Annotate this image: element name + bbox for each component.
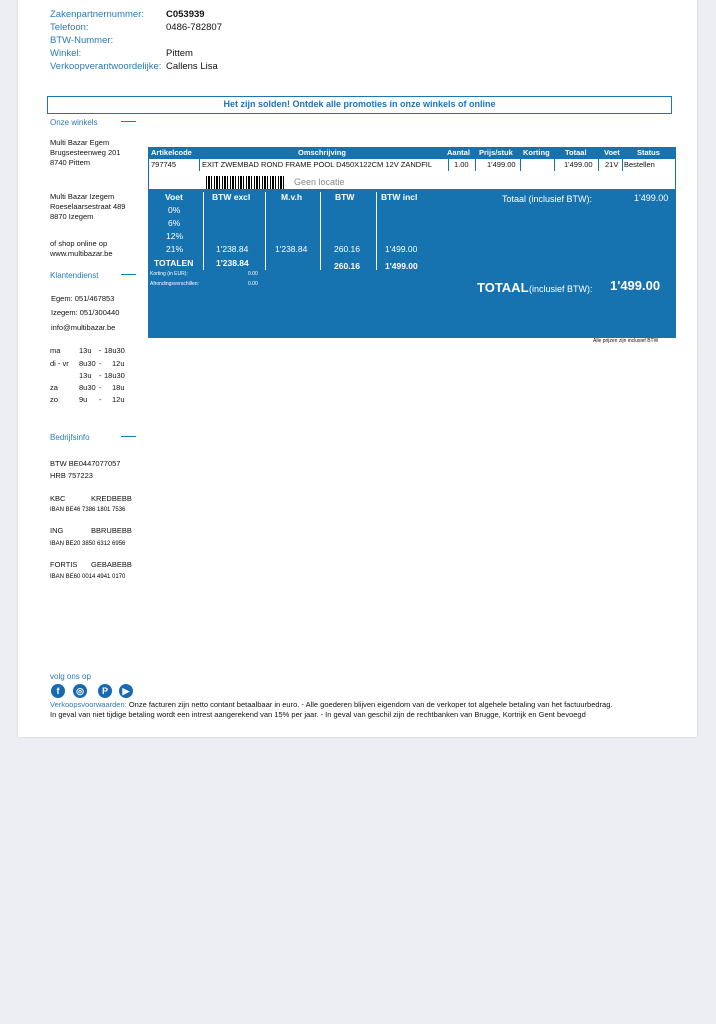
value-sales-rep: Callens Lisa bbox=[166, 61, 218, 72]
divider bbox=[554, 159, 555, 171]
terms bbox=[50, 700, 690, 720]
cell-quantity: 1.00 bbox=[454, 160, 469, 169]
bank-iban: IBAN BE46 7386 1801 7536 bbox=[50, 507, 126, 513]
totals-vat: 260.16 bbox=[334, 261, 360, 271]
company-vat: BTW BE0447077057 bbox=[50, 459, 121, 468]
hours-to: 18u30 bbox=[104, 346, 125, 355]
hours-from: 13u bbox=[79, 371, 92, 380]
shop-online-url[interactable]: www.multibazar.be bbox=[50, 249, 113, 258]
rate-21: 21% bbox=[166, 244, 184, 254]
col-discount: Korting bbox=[523, 148, 550, 157]
totals-excl: 1'238.84 bbox=[216, 258, 249, 268]
terms-line2: In geval van niet tijdige betaling wordt een intrest aangerekend van 15% per jaar. - In geval van geschil zijn de rechtbanken van Brugge, Kortrijk en Gent bevoegd bbox=[50, 710, 586, 719]
col-description: Omschrijving bbox=[298, 148, 346, 157]
pinterest-icon[interactable]: P bbox=[98, 684, 112, 698]
divider bbox=[520, 159, 521, 171]
hours-day: zo bbox=[50, 395, 58, 404]
row21-incl: 1'499.00 bbox=[385, 244, 418, 254]
rounding-label: Afrondingsverschillen: bbox=[150, 281, 199, 287]
row21-mvh: 1'238.84 bbox=[275, 244, 308, 254]
hours-to: 12u bbox=[112, 359, 125, 368]
service-egem: Egem: 051/467853 bbox=[51, 294, 115, 303]
cell-code: 797745 bbox=[151, 160, 177, 169]
col-quantity: Aantal bbox=[447, 148, 470, 157]
cell-description: EXIT ZWEMBAD ROND FRAME POOL D450X122CM 12V ZANDFIL bbox=[202, 160, 433, 169]
youtube-icon[interactable]: ▶ bbox=[119, 684, 133, 698]
divider bbox=[475, 159, 476, 171]
col-status: Status bbox=[637, 148, 660, 157]
barcode-image bbox=[206, 176, 284, 189]
grand-total-label: TOTAAL bbox=[477, 280, 529, 295]
facebook-icon[interactable]: f bbox=[51, 684, 65, 698]
hours-sep: - bbox=[99, 359, 102, 368]
divider bbox=[598, 159, 599, 171]
service-email[interactable]: info@multibazar.be bbox=[51, 323, 116, 332]
divider bbox=[121, 121, 136, 122]
hours-day: ma bbox=[50, 346, 61, 355]
follow-us: volg ons op bbox=[50, 672, 91, 681]
store-izegem bbox=[50, 192, 125, 222]
value-partner-number: C053939 bbox=[166, 9, 205, 20]
divider bbox=[265, 192, 266, 270]
label-partner-number: Zakenpartnernummer: bbox=[50, 9, 144, 20]
discount-label: Korting (in EUR): bbox=[150, 271, 188, 277]
store-street: Brugsesteenweg 201 bbox=[50, 148, 121, 157]
bank-name: ING bbox=[50, 526, 64, 535]
store-egem bbox=[50, 138, 120, 168]
bank-iban: IBAN BE20 3850 6312 6956 bbox=[50, 541, 126, 547]
invoice-sheet bbox=[18, 0, 697, 737]
discount-value: 0.00 bbox=[248, 271, 258, 277]
summary-header-rate: Voet bbox=[165, 192, 183, 202]
totals-label: TOTALEN bbox=[154, 258, 194, 268]
rate-12: 12% bbox=[166, 231, 184, 241]
hours-to: 18u bbox=[112, 383, 125, 392]
summary-header-mvh: M.v.h bbox=[281, 192, 303, 202]
divider bbox=[376, 192, 377, 270]
col-total: Totaal bbox=[565, 148, 587, 157]
divider bbox=[199, 159, 200, 171]
label-store: Winkel: bbox=[50, 48, 82, 59]
bank-bic: BBRUBEBB bbox=[91, 526, 132, 535]
row21-excl: 1'238.84 bbox=[216, 244, 249, 254]
company-title: Bedrijfsinfo bbox=[50, 433, 90, 442]
summary-header-excl: BTW excl bbox=[212, 192, 251, 202]
bank-bic: GEBABEBB bbox=[91, 560, 132, 569]
stores-title: Onze winkels bbox=[50, 118, 98, 127]
hours-day: di - vr bbox=[50, 359, 69, 368]
cell-unit-price: 1'499.00 bbox=[487, 160, 516, 169]
summary-header-incl: BTW incl bbox=[381, 192, 418, 202]
total-incl-value: 1'499.00 bbox=[634, 193, 669, 203]
store-name: Multi Bazar Egem bbox=[50, 138, 110, 147]
hours-from: 8u30 bbox=[79, 383, 96, 392]
divider bbox=[448, 159, 449, 171]
row21-vat: 260.16 bbox=[334, 244, 360, 254]
table-row[interactable] bbox=[148, 158, 676, 190]
service-izegem: Izegem: 051/300440 bbox=[51, 308, 120, 317]
divider bbox=[121, 274, 136, 275]
grand-total-value: 1'499.00 bbox=[610, 278, 661, 293]
hours-from: 9u bbox=[79, 395, 88, 404]
hours-sep: - bbox=[99, 346, 102, 355]
articles-table-header bbox=[148, 147, 676, 158]
prices-note: Alle prijzen zijn inclusief BTW bbox=[593, 338, 659, 344]
promo-banner[interactable]: Het zijn solden! Ontdek alle promoties in onze winkels of online bbox=[47, 96, 672, 114]
label-sales-rep: Verkoopverantwoordelijke: bbox=[50, 61, 162, 72]
hours-sep: - bbox=[99, 395, 102, 404]
value-phone: 0486-782807 bbox=[166, 22, 222, 33]
label-vat-number: BTW-Nummer: bbox=[50, 35, 114, 46]
hours-to: 12u bbox=[112, 395, 125, 404]
total-incl-label: Totaal (inclusief BTW): bbox=[502, 194, 593, 204]
divider bbox=[121, 436, 136, 437]
store-name: Multi Bazar Izegem bbox=[50, 192, 115, 201]
store-city: 8740 Pittem bbox=[50, 158, 91, 167]
hours-to: 18u30 bbox=[104, 371, 125, 380]
hours-from: 8u30 bbox=[79, 359, 96, 368]
value-store: Pittem bbox=[166, 48, 193, 59]
cell-rate: 21V bbox=[605, 160, 619, 169]
store-street: Roeselaarsestraat 489 bbox=[50, 202, 126, 211]
bank-iban: IBAN BE60 0014 4941 0170 bbox=[50, 574, 126, 580]
col-unit-price: Prijs/stuk bbox=[479, 148, 513, 157]
divider bbox=[622, 159, 623, 171]
hours-sep: - bbox=[99, 371, 102, 380]
bank-name: FORTIS bbox=[50, 560, 78, 569]
bank-bic: KREDBEBB bbox=[91, 494, 132, 503]
cell-total: 1'499.00 bbox=[564, 160, 593, 169]
terms-label: Verkoopsvoorwaarden: bbox=[50, 700, 127, 709]
vat-summary bbox=[148, 190, 676, 338]
grand-total-label-suffix: (inclusief BTW): bbox=[529, 284, 593, 294]
shop-online-text: of shop online op bbox=[50, 239, 108, 248]
rate-6: 6% bbox=[168, 218, 181, 228]
col-rate: Voet bbox=[604, 148, 620, 157]
divider bbox=[203, 192, 204, 270]
summary-header-vat: BTW bbox=[335, 192, 355, 202]
terms-line1: Onze facturen zijn netto contant betaalbaar in euro. - Alle goederen blijven eigendom van de verkoper tot algehele betaling van het factuurbedrag. bbox=[128, 700, 613, 709]
label-phone: Telefoon: bbox=[50, 22, 89, 33]
shop-online bbox=[50, 239, 113, 259]
divider bbox=[320, 192, 321, 270]
hours-sep: - bbox=[99, 383, 102, 392]
col-article-code: Artikelcode bbox=[151, 148, 192, 157]
hours-from: 13u bbox=[79, 346, 92, 355]
hours-day: za bbox=[50, 383, 58, 392]
cell-status: Bestellen bbox=[624, 160, 655, 169]
store-city: 8870 Izegem bbox=[50, 212, 94, 221]
company-hrb: HRB 757223 bbox=[50, 471, 93, 480]
rate-0: 0% bbox=[168, 205, 181, 215]
bank-name: KBC bbox=[50, 494, 66, 503]
totals-incl: 1'499.00 bbox=[385, 261, 418, 271]
location-text: Geen locatie bbox=[294, 177, 345, 187]
instagram-icon[interactable]: ◎ bbox=[73, 684, 87, 698]
rounding-value: 0.00 bbox=[248, 281, 258, 287]
service-title: Klantendienst bbox=[50, 271, 99, 280]
